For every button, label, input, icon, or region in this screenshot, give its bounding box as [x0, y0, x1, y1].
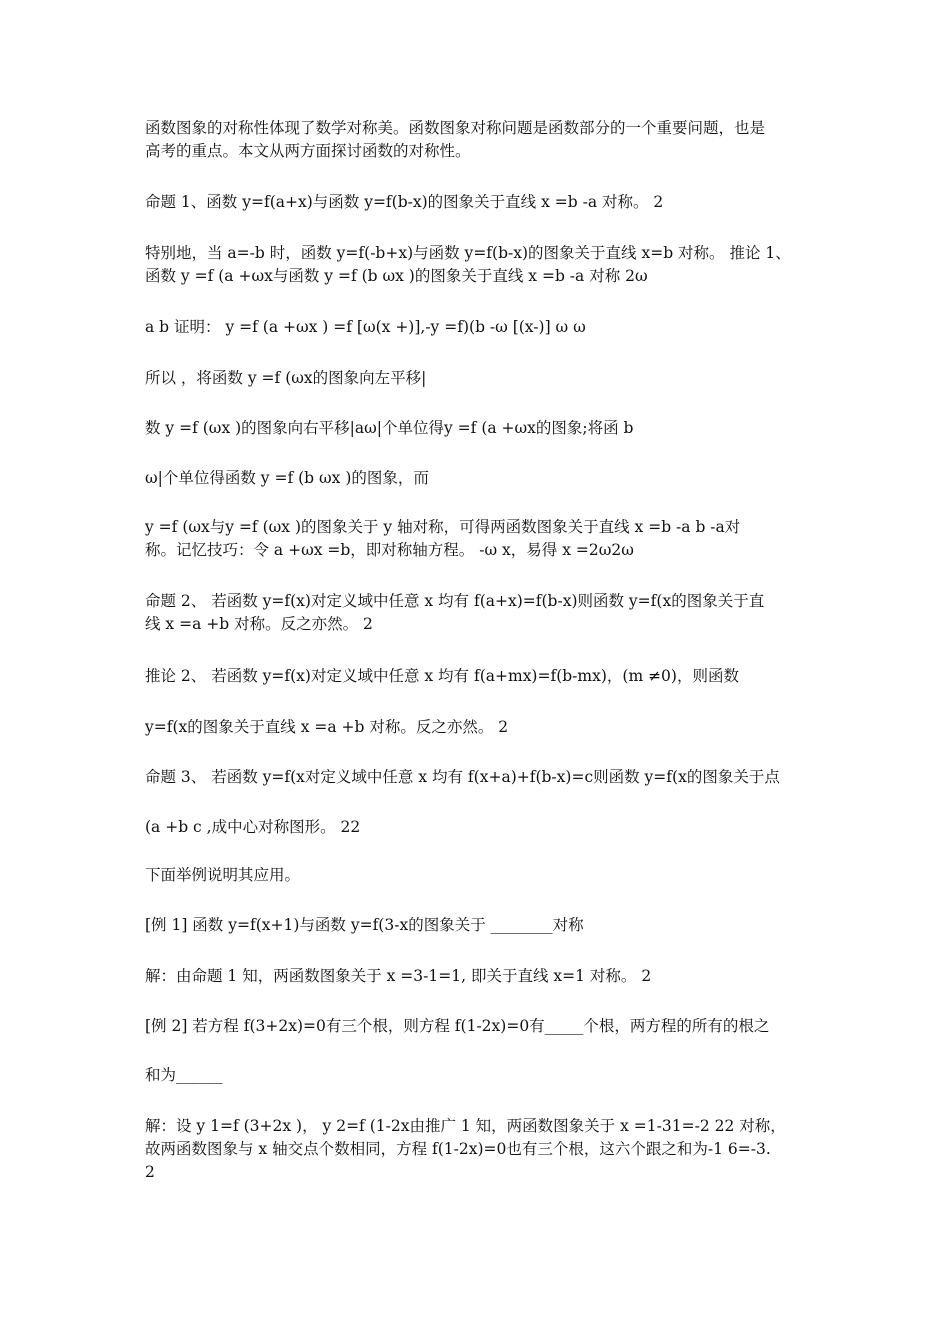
- paragraph-corollary-2-cont: [145, 716, 813, 739]
- text-line: 下面举例说明其应用。: [145, 866, 301, 884]
- paragraph-special-case: [145, 242, 813, 288]
- text-line: y =f (ωx与y =f (ωx )的图象关于 y 轴对称，可得两函数图象关于直线 x =b -a b -a对: [145, 518, 741, 536]
- text-line: [例 2] 若方程 f(3+2x)=0有三个根，则方程 f(1-2x)=0有_____个根，两方程的所有的根之: [145, 1017, 770, 1035]
- text-line: 解：设 y 1=f (3+2x )， y 2=f (1-2x由推广 1 知，两函数图象关于 x =1-31=-2 22 对称，: [145, 1117, 786, 1135]
- paragraph-shift-right: [145, 417, 813, 440]
- text-line: y=f(x的图象关于直线 x =a +b 对称。反之亦然。 2: [145, 718, 509, 736]
- paragraph-example-1-solution: [145, 965, 813, 988]
- paragraph-shift-left: [145, 367, 813, 390]
- text-line: 数 y =f (ωx )的图象向右平移|aω|个单位得y =f (a +ωx的图象;将函 b: [145, 419, 634, 437]
- text-line: 解：由命题 1 知，两函数图象关于 x =3-1=1, 即关于直线 x=1 对称。 2: [145, 967, 652, 985]
- paragraph-unit-shift: [145, 467, 813, 490]
- paragraph-example-2-cont: [145, 1064, 813, 1087]
- text-line: 命题 2、 若函数 y=f(x)对定义域中任意 x 均有 f(a+x)=f(b-x)则函数 y=f(x的图象关于直: [145, 592, 765, 610]
- text-line: ω|个单位得函数 y =f (b ωx )的图象，而: [145, 469, 429, 487]
- paragraph-proposition-3: [145, 766, 813, 789]
- text-line: 和为______: [145, 1066, 223, 1084]
- text-line: 特别地，当 a=-b 时，函数 y=f(-b+x)与函数 y=f(b-x)的图象关于直线 x=b 对称。 推论 1、: [145, 244, 791, 262]
- text-line: 线 x =a +b 对称。反之亦然。 2: [145, 615, 373, 633]
- text-line: 2: [145, 1163, 155, 1181]
- text-line: 推论 2、 若函数 y=f(x)对定义域中任意 x 均有 f(a+mx)=f(b-mx)，(m ≠0)，则函数: [145, 667, 739, 685]
- text-line: 称。记忆技巧：令 a +ωx =b，即对称轴方程。 -ω x，易得 x =2ω2ω: [145, 541, 634, 559]
- text-line: 命题 3、 若函数 y=f(x对定义域中任意 x 均有 f(x+a)+f(b-x)=c则函数 y=f(x的图象关于点: [145, 768, 780, 786]
- text-line: 函数图象的对称性体现了数学对称美。函数图象对称问题是函数部分的一个重要问题，也是: [145, 119, 766, 137]
- text-line: 函数 y =f (a +ωx与函数 y =f (b ωx )的图象关于直线 x =b -a 对称 2ω: [145, 267, 648, 285]
- text-line: 所以 ，将函数 y =f (ωx的图象向左平移|: [145, 369, 427, 387]
- text-line: 命题 1、函数 y=f(a+x)与函数 y=f(b-x)的图象关于直线 x =b -a 对称。 2: [145, 193, 664, 211]
- paragraph-example-2-solution: [145, 1115, 813, 1184]
- paragraph-intro: [145, 117, 813, 163]
- paragraph-proposition-2: [145, 590, 813, 636]
- paragraph-corollary-2: [145, 665, 813, 688]
- paragraph-example-1: [145, 914, 813, 937]
- paragraph-example-2: [145, 1015, 813, 1038]
- text-line: [例 1] 函数 y=f(x+1)与函数 y=f(3-x的图象关于 ________对称: [145, 916, 584, 934]
- paragraph-y-axis-symmetry: [145, 516, 813, 562]
- text-line: 高考的重点。本文从两方面探讨函数的对称性。: [145, 142, 471, 160]
- paragraph-proposition-3-cont: [145, 816, 813, 839]
- text-line: a b 证明： y =f (a +ωx ) =f [ω(x +)],-y =f)(b -ω [(x-)] ω ω: [145, 318, 586, 336]
- text-line: (a +b c ,成中心对称图形。 22: [145, 818, 361, 836]
- paragraph-examples-intro: [145, 864, 813, 887]
- paragraph-proof: [145, 316, 813, 339]
- text-line: 故两函数图象与 x 轴交点个数相同，方程 f(1-2x)=0也有三个根，这六个跟之和为-1 6=-3.: [145, 1140, 771, 1158]
- paragraph-proposition-1: [145, 191, 813, 214]
